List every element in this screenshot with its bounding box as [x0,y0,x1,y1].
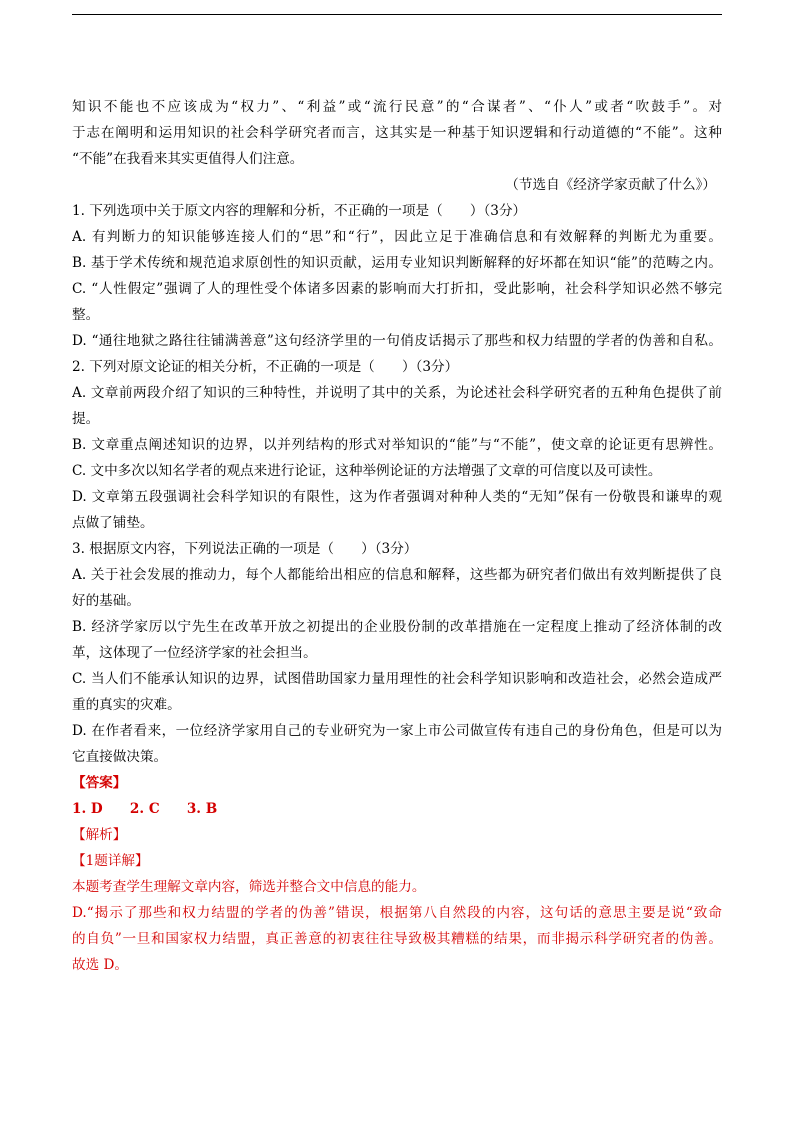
option-c-cont: 整。 [72,307,100,323]
option-a-cont: 提。 [72,411,100,427]
option-d-cont: 点做了铺垫。 [72,515,154,531]
analysis-subheader: 【1题详解】 [72,853,149,869]
question-stem: 1. 下列选项中关于原文内容的理解和分析，不正确的一项是（ ）（3分） [72,203,527,219]
answer-text: 1. D 2. C 3. B [72,801,218,817]
option-c: C. “人性假定”强调了人的理性受个体诸多因素的影响而大打折扣，受此影响，社会科学知识必然不够完 [72,281,722,297]
analysis-section [72,822,722,978]
analysis-line: D.“揭示了那些和权力结盟的学者的伪善”错误，根据第八自然段的内容，这句话的意思主要是说“致命 [72,905,722,921]
option-a-cont: 好的基础。 [72,593,140,609]
analysis-line: 本题考查学生理解文章内容，筛选并整合文中信息的能力。 [72,879,426,895]
question-stem: 3. 根据原文内容，下列说法正确的一项是（ ）（3分） [72,541,418,557]
option-a: A. 有判断力的知识能够连接人们的“思”和“行”，因此立足于准确信息和有效解释的判断尤为重要。 [72,229,722,245]
question-stem: 2. 下列对原文论证的相关分析，不正确的一项是（ ）（3分） [72,359,459,375]
passage-line: 于志在阐明和运用知识的社会科学研究者而言，这其实是一种基于知识逻辑和行动道德的“不能”。这种 [72,125,722,141]
option-d: D. “通往地狱之路往往铺满善意”这句经济学里的一句俏皮话揭示了那些和权力结盟的学者的伪善和自私。 [72,333,722,349]
option-c: C. 文中多次以知名学者的观点来进行论证，这种举例论证的方法增强了文章的可信度以及可读性。 [72,463,662,479]
passage-excerpt [72,94,722,198]
analysis-header: 【解析】 [72,827,127,843]
option-c-cont: 重的真实的灾难。 [72,697,181,713]
question-1 [72,198,722,354]
document-body [72,94,722,978]
option-b-cont: 革，这体现了一位经济学家的社会担当。 [72,645,317,661]
analysis-line: 的自负”一旦和国家权力结盟，真正善意的初衷往往导致极其糟糕的结果，而非揭示科学研究者的伪善。 [72,931,722,947]
question-3 [72,536,722,770]
option-b: B. 文章重点阐述知识的边界，以并列结构的形式对举知识的“能”与“不能”，使文章的论证更有思辨性。 [72,437,722,453]
option-d: D. 文章第五段强调社会科学知识的有限性，这为作者强调对种种人类的“无知”保有一份敬畏和谦卑的观 [72,489,722,505]
option-c: C. 当人们不能承认知识的边界，试图借助国家力量用理性的社会科学知识影响和改造社会，必然会造成严 [72,671,722,687]
passage-line: 知识不能也不应该成为“权力”、“利益”或“流行民意”的“合谋者”、“仆人”或者“吹鼓手”。对 [72,99,722,115]
passage-source: （节选自《经济学家贡献了什么》） [505,177,716,193]
option-b: B. 经济学家厉以宁先生在改革开放之初提出的企业股份制的改革措施在一定程度上推动了经济体制的改 [72,619,722,635]
option-a: A. 关于社会发展的推动力，每个人都能给出相应的信息和解释，这些都为研究者们做出有效判断提供了良 [72,567,722,583]
passage-line: “不能”在我看来其实更值得人们注意。 [72,151,304,167]
question-2 [72,354,722,536]
option-d-cont: 它直接做决策。 [72,749,168,765]
analysis-line: 故选 D。 [72,957,129,973]
answer-section [72,770,722,822]
option-d: D. 在作者看来，一位经济学家用自己的专业研究为一家上市公司做宣传有违自己的身份角色，但是可以为 [72,723,722,739]
option-a: A. 文章前两段介绍了知识的三种特性，并说明了其中的关系，为论述社会科学研究者的五种角色提供了前 [72,385,722,401]
header-rule [72,14,722,15]
option-b: B. 基于学术传统和规范追求原创性的知识贡献，运用专业知识判断解释的好坏都在知识“能”的范畴之内。 [72,255,722,271]
answer-header: 【答案】 [72,775,127,791]
